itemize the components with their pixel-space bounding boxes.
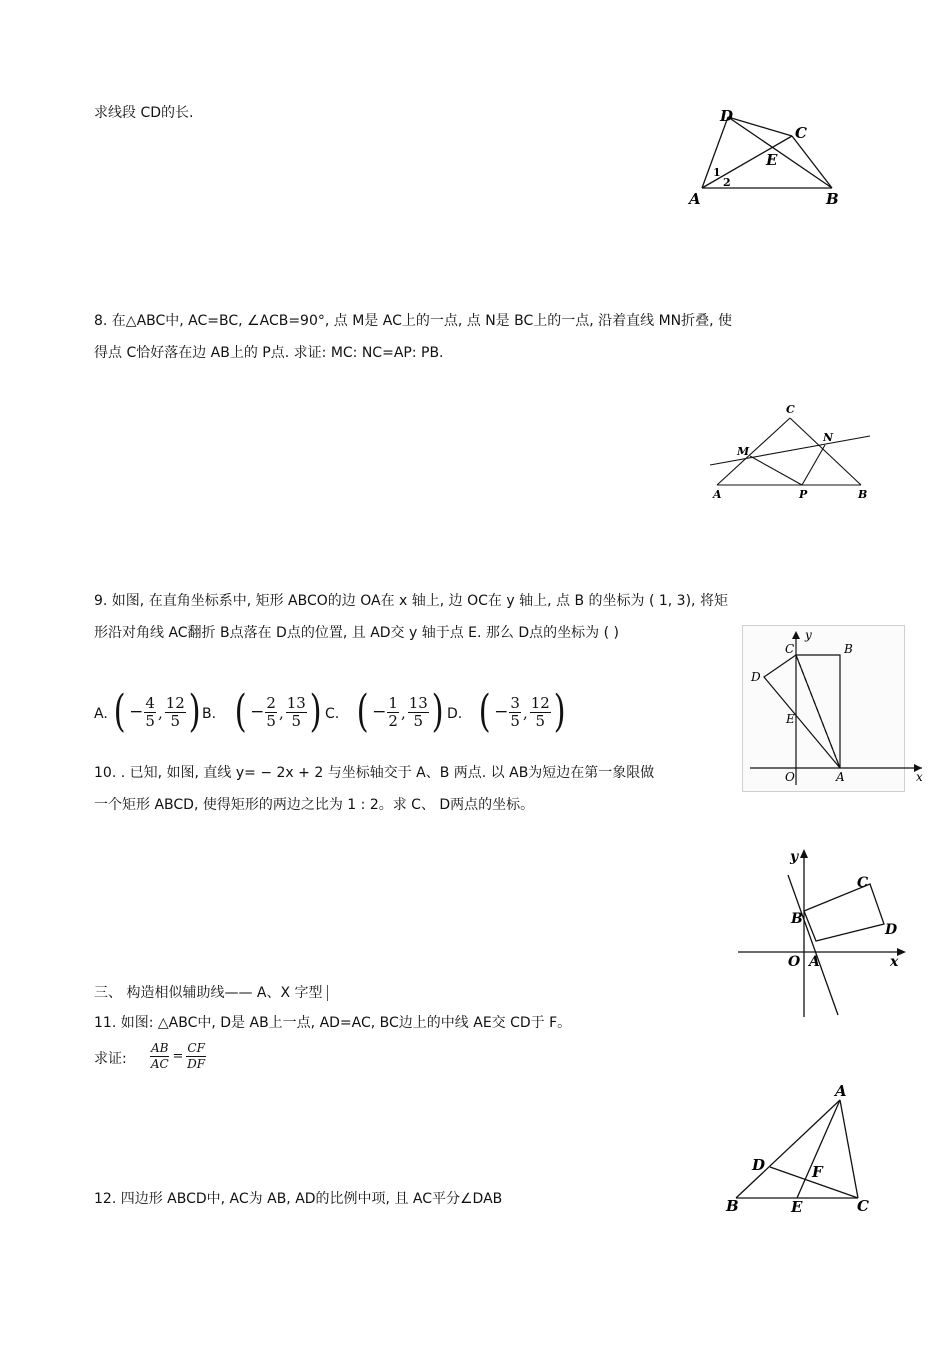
label-D: D (752, 1156, 766, 1174)
label-B: B (726, 1197, 739, 1215)
option-d-value: ( − $\frac{3}{5}$ , 12 5 ) (478, 686, 566, 737)
label-O: O (785, 770, 795, 784)
angle-2-label: 2 (723, 176, 731, 189)
label-C: C (857, 875, 869, 891)
option-a-label: A. (94, 706, 108, 722)
section-3-heading (94, 982, 328, 1002)
label-C: C (786, 403, 795, 416)
label-B: B (826, 190, 839, 208)
figure-q11 (720, 1078, 880, 1218)
figure-q7 (680, 100, 850, 215)
q10-line1: 10. . 已知, 如图, 直线 y= − 2x + 2 与坐标轴交于 A、B 两点. 以 AB为短边在第一象限做 (94, 765, 655, 781)
label-x: x (890, 954, 899, 970)
label-D: D (720, 107, 734, 125)
label-A: A (809, 954, 820, 970)
label-B: B (791, 911, 803, 927)
label-B: B (844, 642, 853, 656)
label-F: F (812, 1163, 823, 1181)
q11-prove: 求证: (94, 1051, 127, 1067)
figure-q10 (738, 845, 908, 1020)
option-a-value: ( − $\frac{4}{5}$ , 12 5 ) (113, 686, 201, 737)
label-E: E (791, 1198, 803, 1216)
option-b-label: B. (202, 706, 217, 722)
label-C: C (785, 642, 795, 656)
label-P: P (799, 488, 808, 501)
label-C: C (795, 124, 807, 142)
label-N: N (823, 431, 834, 444)
label-A: A (689, 190, 701, 208)
label-A: A (835, 1082, 847, 1100)
option-d-label: D. (447, 706, 463, 722)
label-E: E (786, 712, 795, 726)
label-D: D (751, 670, 761, 684)
option-c-label: C. (325, 706, 340, 722)
q11-equation: $\frac{AB}{AC}$ = $\frac{CF}{DF}$ (150, 1041, 206, 1071)
option-c-value: ( − $\frac{1}{2}$ , 13 5 ) (356, 686, 444, 737)
label-x: x (916, 770, 923, 784)
q10-line2: 一个矩形 ABCD, 使得矩形的两边之比为 1 : 2。求 C、 D两点的坐标。 (94, 797, 535, 813)
label-D: D (885, 922, 898, 938)
figure-q9 (742, 625, 923, 792)
angle-1-label: 1 (713, 166, 721, 179)
q8-line2: 得点 C恰好落在边 AB上的 P点. 求证: MC: NC=AP: PB. (94, 345, 444, 361)
q8-line1: 8. 在△ABC中, AC=BC, ∠ACB=90°, 点 M是 AC上的一点, 点 N是 BC上的一点, 沿着直线 MN折叠, 使 (94, 313, 733, 329)
label-A: A (836, 770, 845, 784)
y-axis-arrow-icon (800, 849, 808, 858)
label-C: C (857, 1197, 869, 1215)
q11-line1: 11. 如图: △ABC中, D是 AB上一点, AD=AC, BC边上的中线 AE交 CD于 F。 (94, 1015, 572, 1031)
section-3-title: 三、 构造相似辅助线—— A、X 字型 (94, 985, 328, 1001)
label-B: B (858, 488, 868, 501)
figure-q8 (705, 398, 875, 506)
label-O: O (788, 954, 801, 970)
label-y: y (805, 628, 812, 642)
q12-line: 12. 四边形 ABCD中, AC为 AB, AD的比例中项, 且 AC平分∠DAB (94, 1191, 503, 1207)
q9-line2: 形沿对角线 AC翻折 B点落在 D点的位置, 且 AD交 y 轴于点 E. 那么 D点的坐标为 ( ) (94, 625, 619, 641)
q9-line1: 9. 如图, 在直角坐标系中, 矩形 ABCO的边 OA在 x 轴上, 边 OC在 y 轴上, 点 B 的坐标为 ( 1, 3), 将矩 (94, 593, 728, 609)
label-A: A (713, 488, 722, 501)
label-M: M (737, 445, 750, 458)
label-y: y (790, 849, 799, 865)
q7-tail-text: 求线段 CD的长. (94, 105, 194, 121)
option-b-value: ( − $\frac{2}{5}$ , 13 5 ) (234, 686, 322, 737)
label-E: E (766, 151, 778, 169)
